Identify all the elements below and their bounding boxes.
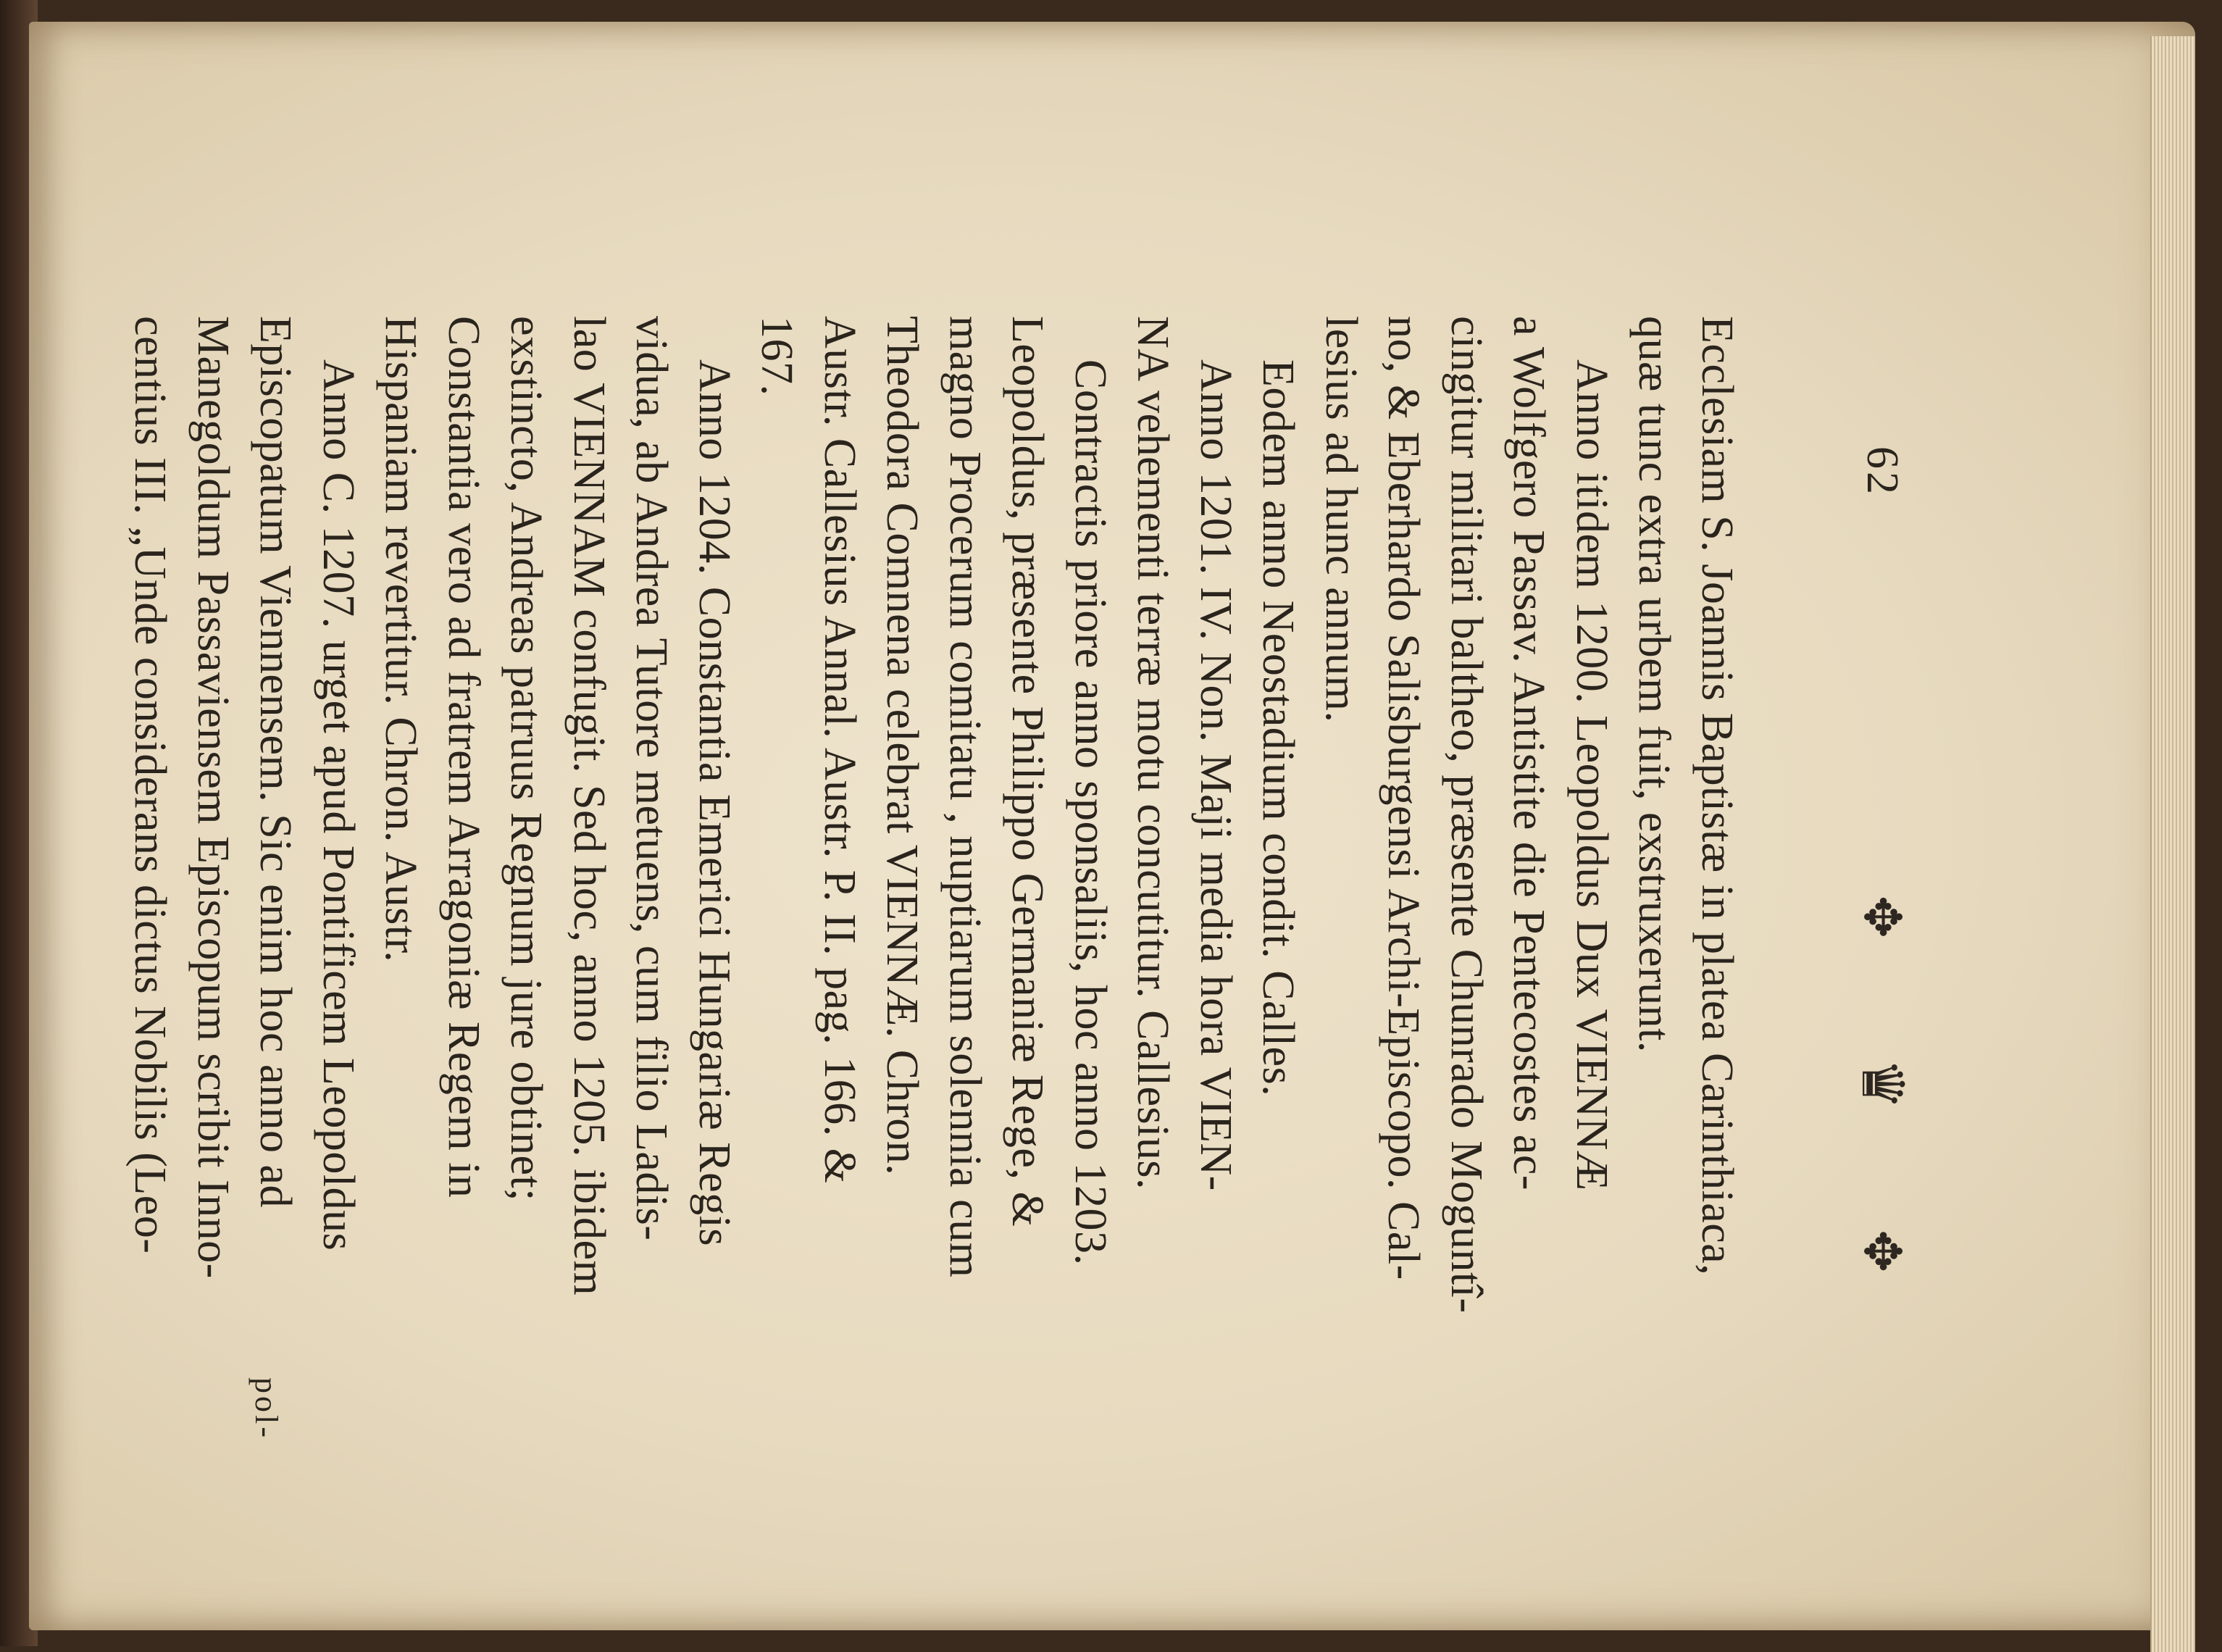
text-line: Constantia vero ad fratrem Arragoniæ Regem in — [439, 316, 488, 1198]
text-line: Manegoldum Passaviensem Episcopum scribit Inno- — [188, 316, 238, 1279]
text-line: Anno 1204. Constantia Emerici Hungariæ Regis — [690, 359, 739, 1246]
text-line: vidua, ab Andrea Tutore metuens, cum filio Ladis- — [627, 316, 677, 1241]
text-line: lao VIENNAM confugit. Sed hoc, anno 1205. ibidem — [564, 316, 614, 1296]
text-line: NA vehementi terræ motu concutitur. Callesius. — [1128, 316, 1178, 1190]
text-line: quæ tunc extra urbem fuit, exstruxerunt. — [1629, 316, 1679, 1053]
page-edges — [2150, 36, 2195, 1652]
text-line: lesius ad hunc annum. — [1316, 316, 1366, 723]
text-line: Episcopatum Viennensem. Sic enim hoc anno ad — [251, 316, 301, 1209]
body-text — [119, 316, 1748, 1548]
text-line: a Wolfgero Passav. Antistite die Pentecostes ac- — [1504, 316, 1554, 1191]
crown-icon: ♛ — [1850, 1058, 1913, 1110]
text-line: Ecclesiam S. Joannis Baptistæ in platea Carinthiaca, — [1692, 316, 1742, 1276]
header-ornament — [1850, 896, 1915, 1272]
rotated-page-content — [125, 171, 2052, 1475]
text-line: Austr. Callesius Annal. Austr. P. II. pag. 166. & — [815, 316, 864, 1184]
text-block — [125, 171, 2052, 1475]
text-line: 167. — [752, 316, 802, 396]
text-line: Leopoldus, præsente Philippo Germaniæ Rege, & — [1003, 316, 1053, 1227]
text-line: Anno itidem 1200. Leopoldus Dux VIENNÆ — [1567, 359, 1616, 1191]
text-line: Anno C. 1207. urget apud Pontificem Leopoldus — [314, 359, 363, 1251]
catchword: pol- — [248, 1377, 284, 1440]
text-line: Contractis priore anno sponsaliis, hoc anno 1203. — [1066, 359, 1115, 1266]
text-line: Theodora Comnena celebrat VIENNÆ. Chron. — [877, 316, 927, 1176]
text-line: Anno 1201. IV. Non. Maji media hora VIEN- — [1191, 359, 1240, 1191]
fleuron-icon: ✥ — [1853, 1230, 1910, 1272]
fleuron-icon: ✥ — [1853, 896, 1910, 938]
text-line: centius III. „Unde considerans dictus Nobilis (Leo- — [125, 316, 175, 1254]
text-line: cingitur militari baltheo, præsente Chunrado Moguntî- — [1442, 316, 1491, 1314]
text-line: exstincto, Andreas patruus Regnum jure obtinet; — [501, 316, 551, 1201]
text-line: no, & Eberhardo Salisburgensi Archi-Episcopo. Cal- — [1379, 316, 1429, 1280]
page-number: 62 — [1858, 446, 1907, 497]
text-line: magno Procerum comitatu , nuptiarum solennia cum — [940, 316, 990, 1278]
text-line: Hispaniam revertitur. Chron. Austr. — [376, 316, 426, 963]
text-line: Eodem anno Neostadium condit. Calles. — [1253, 359, 1303, 1097]
